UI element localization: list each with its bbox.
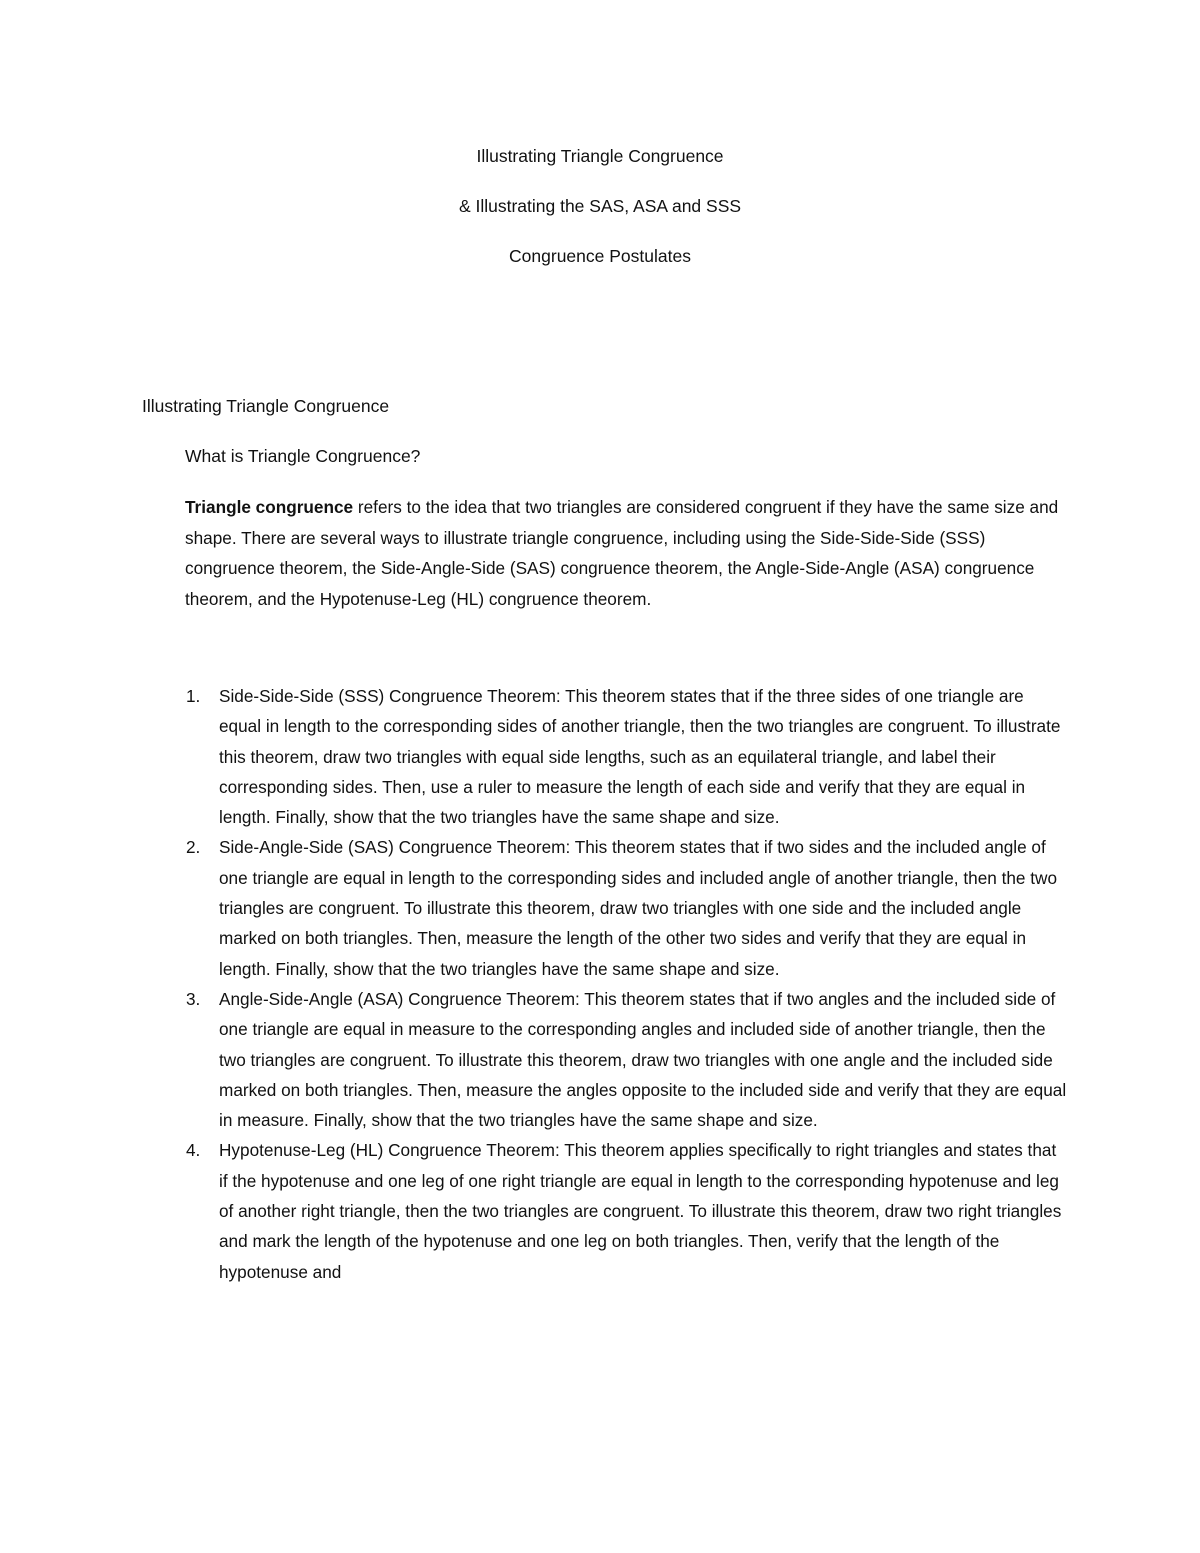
list-item-text: Angle-Side-Angle (ASA) Congruence Theorem: This theorem states that if two angles and the included side of one triangle are equal in measure to the corresponding angles and included side of another triangle, then the two triangles are congruent. To illustrate this theorem, draw two triangles with one angle and the included side marked on both triangles. Then, measure the angles opposite to the included side and verify that they are equal in measure. Finally, show that the two triangles have the same shape and size. <box>219 988 1067 1131</box>
list-item-number: 3. <box>186 988 201 1009</box>
subheading: What is Triangle Congruence? <box>185 446 421 466</box>
list-item <box>0 832 1069 983</box>
list-item-text: Side-Angle-Side (SAS) Congruence Theorem: This theorem states that if two sides and the included angle of one triangle are equal in length to the corresponding sides and included angle of another triangle, then the two triangles are congruent. To illustrate this theorem, draw two triangles with one side and the included angle marked on both triangles. Then, measure the length of the other two sides and verify that they are equal in length. Finally, show that the two triangles have the same shape and size. <box>219 837 1057 979</box>
intro-text: refers to the idea that two triangles are considered congruent if they have the same size and shape. There are several ways to illustrate triangle congruence, including using the Side-Side-Side (SSS) congruence theorem, the Side-Angle-Side (SAS) congruence theorem, the Angle-Side-Angle (ASA) congruence theorem, and the Hypotenuse-Leg (HL) congruence theorem. <box>185 497 1059 609</box>
list-item <box>0 984 1069 1135</box>
title-line-3: Congruence Postulates <box>509 246 691 266</box>
list-item-text: Hypotenuse-Leg (HL) Congruence Theorem: This theorem applies specifically to right triangles and states that if the hypotenuse and one leg of one right triangle are equal in length to the corresponding hypotenuse and leg of another right triangle, then the two triangles are congruent. To illustrate this theorem, draw two right triangles and mark the length of the hypotenuse and one leg on both triangles. Then, verify that the length of the hypotenuse and <box>219 1140 1062 1282</box>
theorem-list <box>0 681 1200 1287</box>
list-item-number: 1. <box>186 686 201 706</box>
intro-paragraph <box>185 492 1065 614</box>
list-item-number: 4. <box>186 1140 201 1161</box>
list-item <box>0 1135 1069 1286</box>
title-line-1: Illustrating Triangle Congruence <box>476 146 724 166</box>
section-heading: Illustrating Triangle Congruence <box>142 396 390 416</box>
intro-bold-term: Triangle congruence <box>185 497 354 517</box>
title-line-2: & Illustrating the SAS, ASA and SSS <box>458 196 742 216</box>
list-item-text: Side-Side-Side (SSS) Congruence Theorem: This theorem states that if the three sides of one triangle are equal in length to the corresponding sides of another triangle, then the two triangles are congruent. To illustrate this theorem, draw two triangles with equal side lengths, such as an equilateral triangle, and label their corresponding sides. Then, use a ruler to measure the length of each side and verify that they are equal in length. Finally, show that the two triangles have the same shape and size. <box>219 686 1061 828</box>
list-item-number: 2. <box>186 837 201 858</box>
list-item <box>0 681 1069 832</box>
